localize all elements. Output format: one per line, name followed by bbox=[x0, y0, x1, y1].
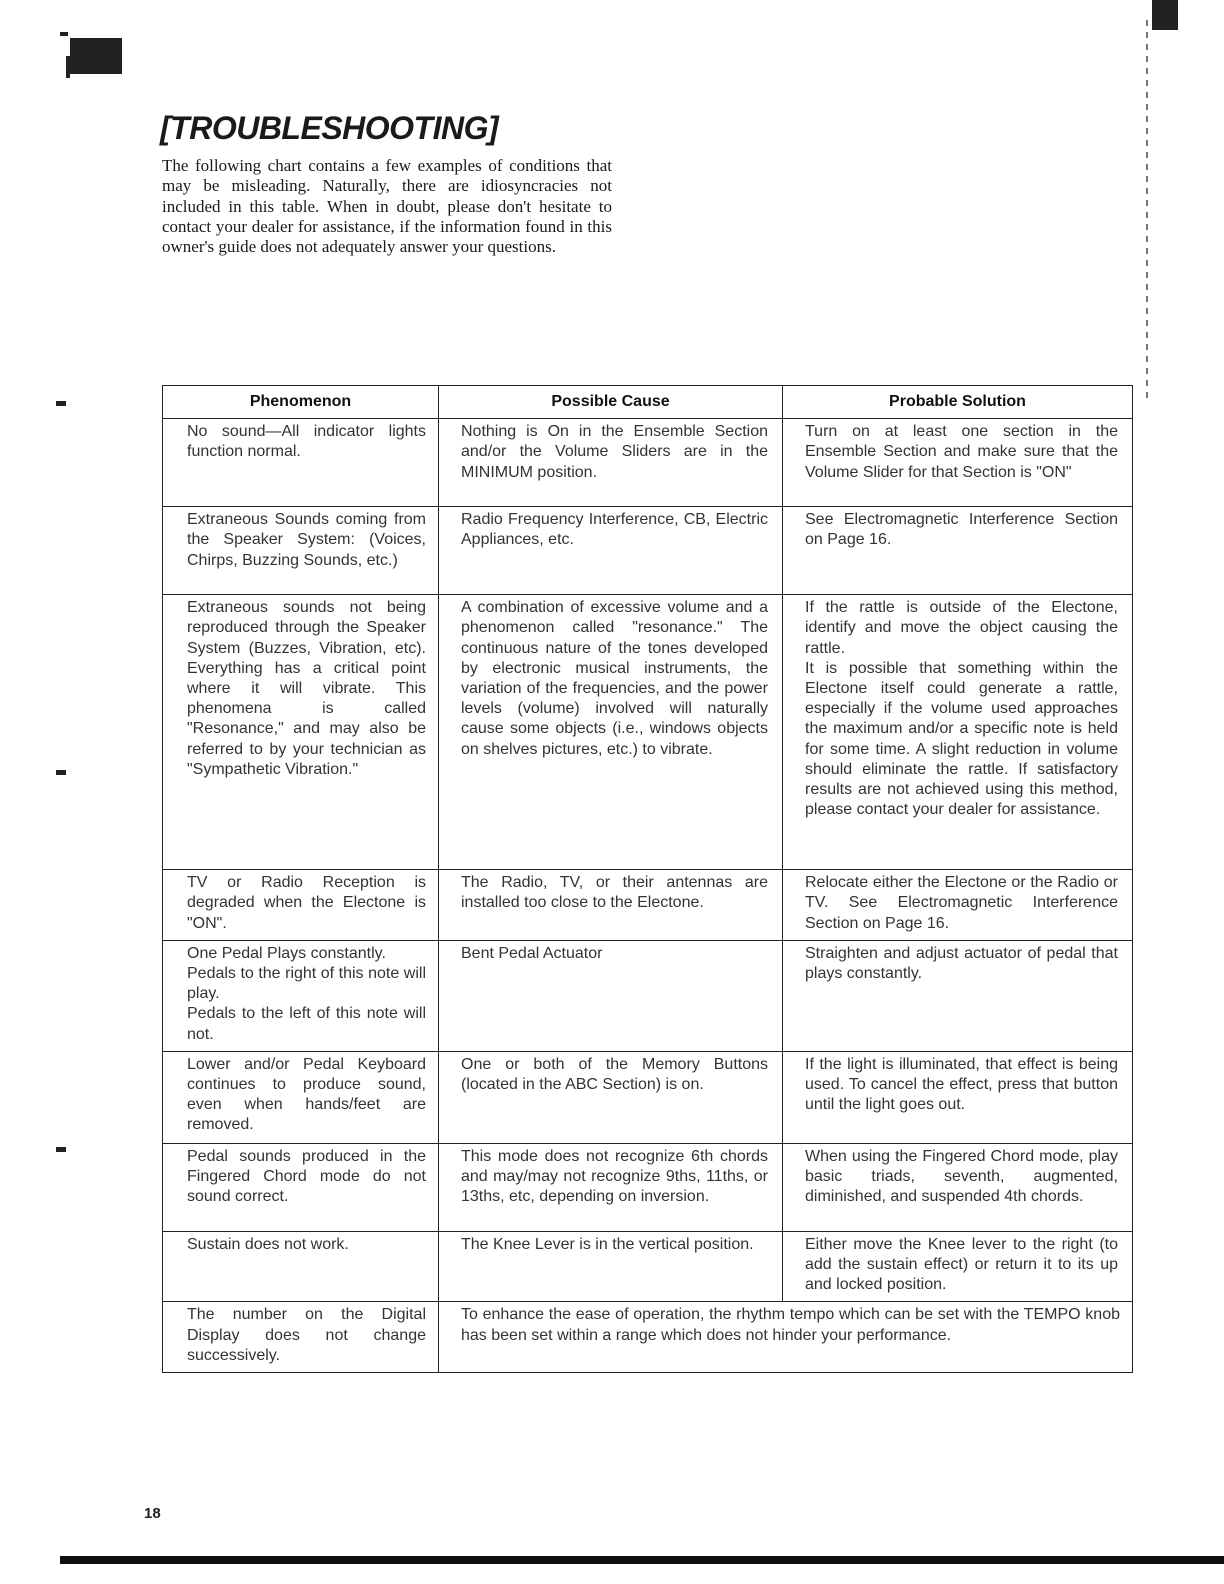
table-row bbox=[163, 419, 1133, 507]
cause-cell: A combination of excessive volume and a phenomenon called "resonance." The continuous nature of the tones developed by electronic musical instruments, the variation of the frequencies, and the power levels (volume) involved will naturally cause some objects (i.e., windows objects on shelves pictures, etc.) to vibrate. bbox=[439, 595, 783, 870]
solution-cell: When using the Fingered Chord mode, play basic triads, seventh, augmented, diminished, and suspended 4th chords. bbox=[783, 1143, 1133, 1231]
table-row bbox=[163, 507, 1133, 595]
margin-mark bbox=[56, 1147, 66, 1152]
table-row bbox=[163, 940, 1133, 1051]
table-row bbox=[163, 870, 1133, 941]
scan-edge-artifact bbox=[1142, 0, 1224, 420]
solution-cell: See Electromagnetic Interference Section on Page 16. bbox=[783, 507, 1133, 595]
header-possible-cause: Possible Cause bbox=[439, 386, 783, 419]
merged-cause-solution-cell: To enhance the ease of operation, the rhythm tempo which can be set with the TEMPO knob has been set within a range which does not hinder your performance. bbox=[439, 1302, 1133, 1373]
page-title: [TROUBLESHOOTING] bbox=[160, 110, 499, 146]
phenomenon-cell: Extraneous sounds not being reproduced through the Speaker System (Buzzes, Vibration, etc). Everything has a critical point where it will vibrate. This phenomena is called "Resonance," and may also be referred to by your technician as "Sympathetic Vibration." bbox=[163, 595, 439, 870]
margin-mark bbox=[56, 770, 66, 775]
table-row bbox=[163, 1051, 1133, 1143]
phenomenon-line: Pedals to the left of this note will not. bbox=[187, 1005, 426, 1043]
margin-mark bbox=[56, 401, 66, 406]
table-row bbox=[163, 1302, 1133, 1373]
solution-cell: Relocate either the Electone or the Radio or TV. See Electromagnetic Interference Section on Page 16. bbox=[783, 870, 1133, 941]
table-row bbox=[163, 1231, 1133, 1302]
solution-cell: Turn on at least one section in the Ensemble Section and make sure that the Volume Slider for that Section is "ON" bbox=[783, 419, 1133, 507]
table-header-row bbox=[163, 386, 1133, 419]
phenomenon-cell: The number on the Digital Display does not change successively. bbox=[163, 1302, 439, 1373]
header-phenomenon: Phenomenon bbox=[163, 386, 439, 419]
solution-cell: Straighten and adjust actuator of pedal that plays constantly. bbox=[783, 940, 1133, 1051]
cause-cell: This mode does not recognize 6th chords and may/may not recognize 9ths, 11ths, or 13ths, etc, depending on inversion. bbox=[439, 1143, 783, 1231]
cause-cell: Nothing is On in the Ensemble Section and/or the Volume Sliders are in the MINIMUM position. bbox=[439, 419, 783, 507]
troubleshooting-table bbox=[162, 385, 1133, 1373]
header-probable-solution: Probable Solution bbox=[783, 386, 1133, 419]
cause-cell: One or both of the Memory Buttons (located in the ABC Section) is on. bbox=[439, 1051, 783, 1143]
cause-cell: Bent Pedal Actuator bbox=[439, 940, 783, 1051]
phenomenon-cell: TV or Radio Reception is degraded when the Electone is "ON". bbox=[163, 870, 439, 941]
phenomenon-cell: No sound—All indicator lights function normal. bbox=[163, 419, 439, 507]
cause-cell: The Radio, TV, or their antennas are installed too close to the Electone. bbox=[439, 870, 783, 941]
solution-line: If the rattle is outside of the Electone, identify and move the object causing the rattle. bbox=[805, 599, 1118, 657]
table-row bbox=[163, 595, 1133, 870]
solution-line: It is possible that something within the Electone itself could generate a rattle, especially if the volume used approaches the maximum and/or a specific note is held for some time. A slight reduction in volume should eliminate the rattle. If satisfactory results are not achieved using this method, please contact your dealer for assistance. bbox=[805, 659, 1118, 819]
table-row bbox=[163, 1143, 1133, 1231]
bottom-rule bbox=[60, 1556, 1224, 1564]
page-number: 18 bbox=[144, 1505, 161, 1522]
phenomenon-cell: Sustain does not work. bbox=[163, 1231, 439, 1302]
phenomenon-cell bbox=[163, 940, 439, 1051]
cause-cell: The Knee Lever is in the vertical position. bbox=[439, 1231, 783, 1302]
phenomenon-cell: Lower and/or Pedal Keyboard continues to produce sound, even when hands/feet are removed. bbox=[163, 1051, 439, 1143]
intro-paragraph: The following chart contains a few examples of conditions that may be misleading. Naturally, there are idiosyncracies not included in this table. When in doubt, please don't hesitate to contact your dealer for assistance, if the information found in this owner's guide does not adequately answer your questions. bbox=[162, 156, 612, 257]
cause-cell: Radio Frequency Interference, CB, Electric Appliances, etc. bbox=[439, 507, 783, 595]
phenomenon-line: One Pedal Plays constantly. bbox=[187, 944, 386, 962]
solution-cell: Either move the Knee lever to the right (to add the sustain effect) or return it to its up and locked position. bbox=[783, 1231, 1133, 1302]
phenomenon-cell: Extraneous Sounds coming from the Speaker System: (Voices, Chirps, Buzzing Sounds, etc.) bbox=[163, 507, 439, 595]
corner-registration-mark bbox=[66, 38, 122, 78]
phenomenon-cell: Pedal sounds produced in the Fingered Chord mode do not sound correct. bbox=[163, 1143, 439, 1231]
phenomenon-line: Pedals to the right of this note will play. bbox=[187, 965, 426, 1003]
solution-cell: If the light is illuminated, that effect is being used. To cancel the effect, press that button until the light goes out. bbox=[783, 1051, 1133, 1143]
solution-cell bbox=[783, 595, 1133, 870]
